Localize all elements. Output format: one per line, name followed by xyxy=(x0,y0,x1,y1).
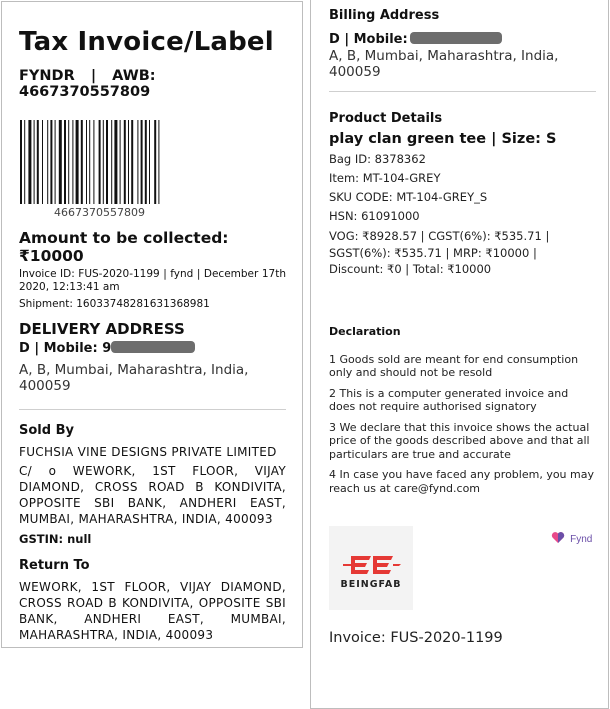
barcode-bar xyxy=(111,120,112,204)
barcode-bar xyxy=(68,120,69,204)
hsn-code: HSN: 61091000 xyxy=(329,209,420,223)
page-title: Tax Invoice/Label xyxy=(19,27,274,57)
invoice-footer: Invoice: FUS-2020-1199 xyxy=(329,630,503,646)
barcode-bar xyxy=(59,120,62,204)
barcode-bar xyxy=(120,120,121,204)
return-address: WEWORK, 1ST FLOOR, VIJAY DIAMOND, CROSS ROAD B KONDIVITA, OPPOSITE SBI BANK, ANDHERI EAST, MUMBAI, MAHARASHTRA, INDIA, 400093 xyxy=(19,580,286,642)
tax-line: Discount: ₹0 | Total: ₹10000 xyxy=(329,262,492,276)
declaration-item: 2 This is a computer generated invoice and does not require authorised signatory xyxy=(329,386,569,413)
barcode-bar xyxy=(34,120,35,204)
sku-code: SKU CODE: MT-104-GREY_S xyxy=(329,190,488,204)
barcode-bar xyxy=(50,120,52,204)
declaration-item: 3 We declare that this invoice shows the actual price of the goods described above and that all particulars are true and accurate xyxy=(329,420,590,461)
barcode-bar xyxy=(131,120,133,204)
barcode-bar xyxy=(47,120,48,204)
tax-line: VOG: ₹8928.57 | CGST(6%): ₹535.71 | xyxy=(329,229,550,243)
delivery-mobile-prefix: 9 xyxy=(102,341,112,356)
billing-name: D | Mobile: xyxy=(329,32,408,47)
shipment-id: Shipment: 16033748281631368981 xyxy=(19,298,210,310)
brand-name: FYNDR xyxy=(19,68,75,84)
billing-address-heading: Billing Address xyxy=(329,8,440,23)
tax-breakdown xyxy=(329,228,596,278)
barcode-bar xyxy=(158,120,159,204)
invoice-details-panel xyxy=(310,0,609,709)
billing-address: A, B, Mumbai, Maharashtra, India, 400059 xyxy=(329,48,559,80)
seller-address: C/ o WEWORK, 1ST FLOOR, VIJAY DIAMOND, CROSS ROAD B KONDIVITA, OPPOSITE SBI BANK, ANDHERI EAST, MUMBAI, MAHARASHTRA, INDIA, 400093 xyxy=(19,464,286,526)
barcode-bar xyxy=(86,120,87,204)
delivery-name: D | Mobile: xyxy=(19,341,98,356)
barcode-bar xyxy=(28,120,31,204)
seller-logo-text: BEINGFAB xyxy=(340,579,402,590)
brand-awb-line xyxy=(19,68,286,100)
barcode-bar xyxy=(114,120,117,204)
barcode-bar xyxy=(72,120,73,204)
barcode-bar xyxy=(89,120,90,204)
barcode-bar xyxy=(145,120,147,204)
divider xyxy=(329,91,596,92)
barcode-bar xyxy=(93,120,94,204)
barcode-bar xyxy=(64,120,66,204)
barcode-bar xyxy=(20,120,22,204)
item-code: Item: MT-104-GREY xyxy=(329,171,441,185)
beingfab-logo-icon xyxy=(329,526,413,610)
barcode-bar xyxy=(76,120,79,204)
fynd-heart-icon xyxy=(551,531,565,544)
barcode-bar xyxy=(99,120,101,204)
barcode-bar xyxy=(149,120,150,204)
amount-to-collect: Amount to be collected: ₹10000 xyxy=(19,229,229,265)
redacted-mobile xyxy=(111,341,195,353)
delivery-address-heading: DELIVERY ADDRESS xyxy=(19,320,185,338)
barcode-bar xyxy=(154,120,156,204)
barcode-bar xyxy=(37,120,39,204)
barcode-bar xyxy=(141,120,143,204)
barcode-image xyxy=(19,120,192,204)
barcode-bar xyxy=(103,120,104,204)
barcode-bar xyxy=(81,120,83,204)
shipping-label-panel xyxy=(1,1,303,648)
seller-logo xyxy=(329,526,413,610)
seller-gstin: GSTIN: null xyxy=(19,532,92,546)
redacted-mobile xyxy=(410,32,502,44)
barcode-bar xyxy=(124,120,126,204)
awb-number: AWB: 4667370557809 xyxy=(19,68,156,100)
return-to-heading: Return To xyxy=(19,558,90,573)
divider xyxy=(19,409,286,410)
awb-barcode xyxy=(19,120,192,219)
declaration-list xyxy=(329,353,596,496)
product-name: play clan green tee | Size: S xyxy=(329,131,557,147)
declaration-item: 4 In case you have faced any problem, you may reach us at care@fynd.com xyxy=(329,468,594,495)
fynd-logo-text: Fynd xyxy=(570,534,593,545)
invoice-meta: Invoice ID: FUS-2020-1199 | fynd | December 17th 2020, 12:13:41 am xyxy=(19,268,286,293)
seller-name: FUCHSIA VINE DESIGNS PRIVATE LIMITED xyxy=(19,445,277,459)
barcode-bar xyxy=(55,120,56,204)
barcode-bar xyxy=(137,120,138,204)
billing-contact xyxy=(329,32,596,47)
bag-id: Bag ID: 8378362 xyxy=(329,152,426,166)
barcode-bar xyxy=(128,120,129,204)
delivery-address: A, B, Mumbai, Maharashtra, India, 400059 xyxy=(19,362,249,394)
barcode-number: 4667370557809 xyxy=(54,206,145,219)
tax-line: SGST(6%): ₹535.71 | MRP: ₹10000 | xyxy=(329,245,537,260)
sold-by-heading: Sold By xyxy=(19,423,74,438)
declaration-item: 1 Goods sold are meant for end consumption only and should not be resold xyxy=(329,352,579,379)
delivery-contact xyxy=(19,341,286,356)
barcode-bar xyxy=(42,120,43,204)
awb-separator: | xyxy=(90,68,97,84)
product-details-heading: Product Details xyxy=(329,111,443,126)
fynd-logo xyxy=(551,527,592,546)
logo-row xyxy=(329,526,596,616)
declaration-heading: Declaration xyxy=(329,324,401,338)
barcode-bar xyxy=(24,120,25,204)
barcode-bar xyxy=(106,120,108,204)
